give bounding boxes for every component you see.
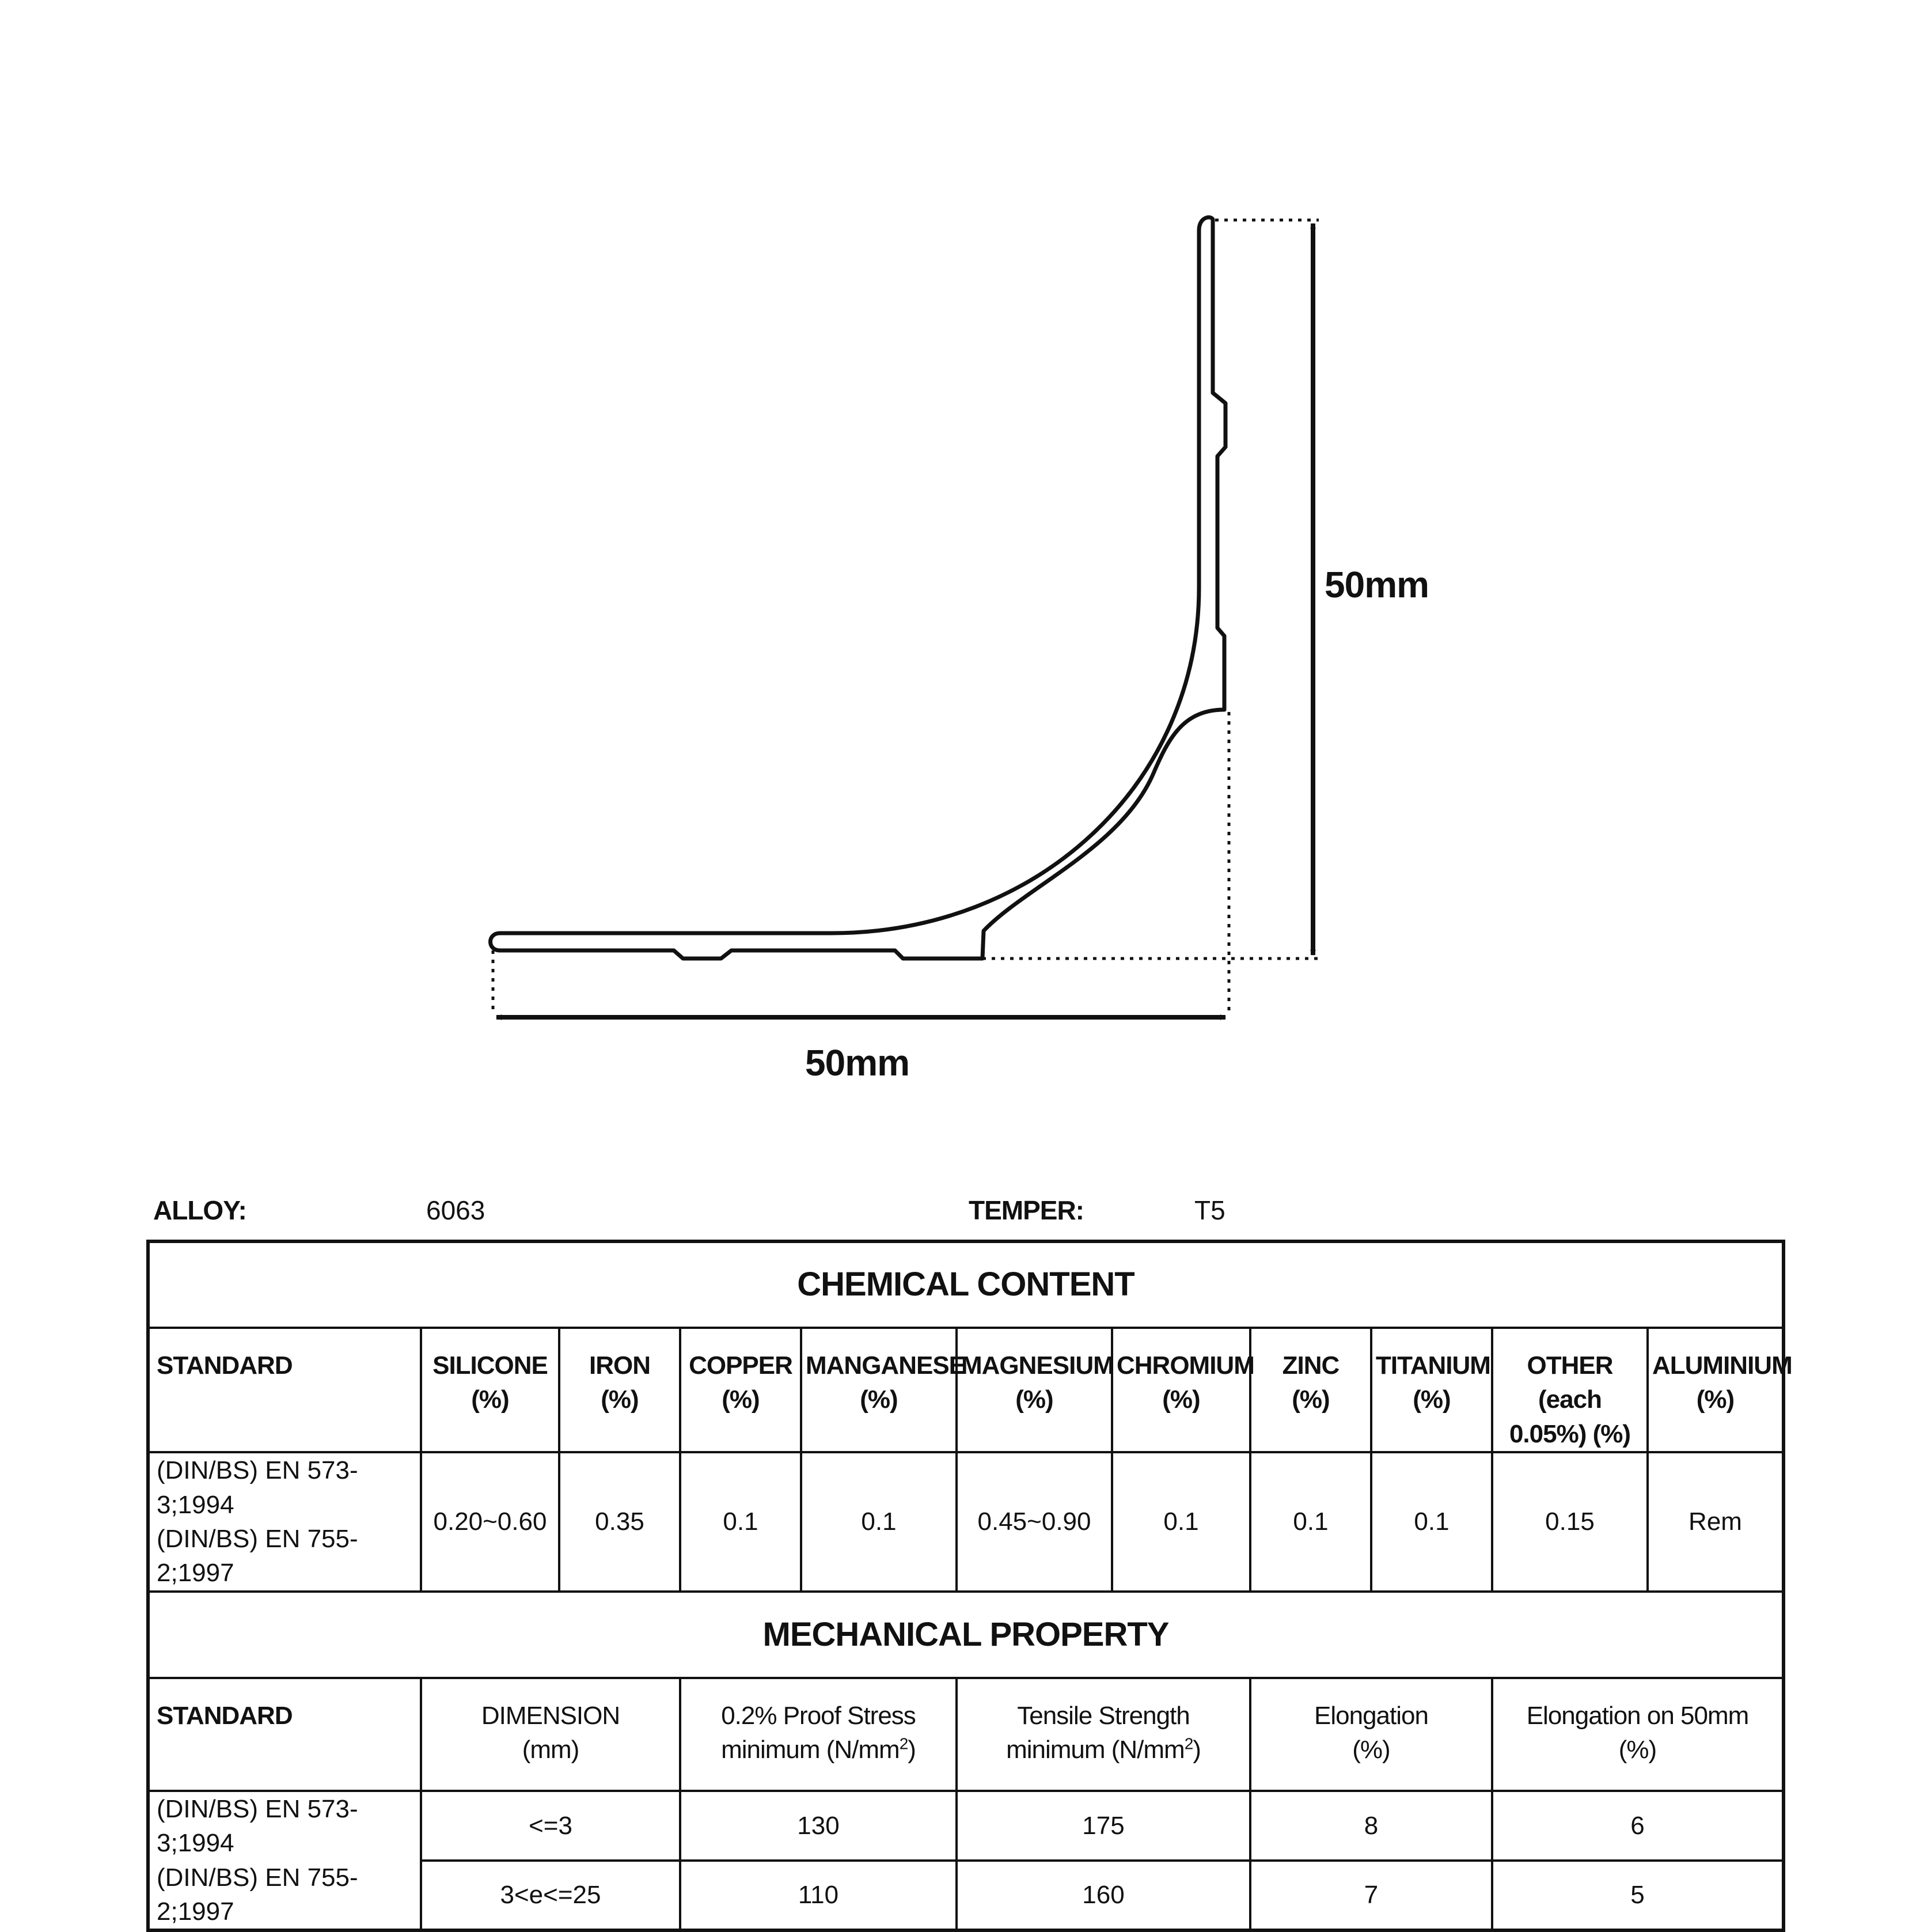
chem-value-chromium: 0.1 <box>1112 1452 1250 1592</box>
chemical-title-row <box>148 1241 1784 1328</box>
chem-header-standard: STANDARD <box>148 1328 421 1452</box>
chem-standard-cell: (DIN/BS) EN 573-3;1994 (DIN/BS) EN 755-2;1997 <box>148 1452 421 1592</box>
mech-header-dimension: DIMENSION (mm) <box>421 1678 680 1791</box>
extension-lines <box>493 220 1319 1014</box>
chem-value-other: 0.15 <box>1492 1452 1648 1592</box>
chem-header-magnesium: MAGNESIUM (%) <box>957 1328 1112 1452</box>
chemical-content-title: CHEMICAL CONTENT <box>148 1241 1784 1328</box>
chem-header-iron: IRON (%) <box>559 1328 680 1452</box>
chem-value-iron: 0.35 <box>559 1452 680 1592</box>
mechanical-title-row <box>148 1592 1784 1678</box>
alloy-label: ALLOY: <box>153 1195 246 1225</box>
chem-value-manganese: 0.1 <box>801 1452 957 1592</box>
mech-elongation-cell: 7 <box>1250 1861 1492 1930</box>
mech-tensile-cell: 175 <box>957 1791 1250 1861</box>
chem-value-zinc: 0.1 <box>1250 1452 1371 1592</box>
mech-elongation-50mm-cell: 5 <box>1492 1861 1784 1930</box>
mech-elongation-cell: 8 <box>1250 1791 1492 1861</box>
chem-value-titanium: 0.1 <box>1371 1452 1492 1592</box>
mechanical-property-title: MECHANICAL PROPERTY <box>148 1592 1784 1678</box>
height-dimension-label: 50mm <box>1325 564 1429 605</box>
chem-header-chromium: CHROMIUM (%) <box>1112 1328 1250 1452</box>
chemical-header-row <box>148 1328 1784 1452</box>
temper-label: TEMPER: <box>969 1195 1084 1225</box>
spec-table <box>146 1240 1792 1932</box>
chem-header-titanium: TITANIUM (%) <box>1371 1328 1492 1452</box>
mech-tensile-cell: 160 <box>957 1861 1250 1930</box>
mech-dimension-cell: 3<e<=25 <box>421 1861 680 1930</box>
chem-header-zinc: ZINC (%) <box>1250 1328 1371 1452</box>
alloy-value: 6063 <box>426 1195 485 1225</box>
width-dimension-label: 50mm <box>805 1042 909 1084</box>
chem-value-magnesium: 0.45~0.90 <box>957 1452 1112 1592</box>
mech-header-standard: STANDARD <box>148 1678 421 1791</box>
chem-header-copper: COPPER (%) <box>680 1328 801 1452</box>
mechanical-row <box>148 1791 1784 1861</box>
chem-header-manganese: MANGANESE (%) <box>801 1328 957 1452</box>
temper-value: T5 <box>1194 1195 1225 1225</box>
mech-proof-stress-cell: 130 <box>680 1791 957 1861</box>
mech-header-proof-stress: 0.2% Proof Stress minimum $(N/mm^2)$ <box>680 1678 957 1791</box>
mech-header-tensile-strength: Tensile Strength minimum $(N/mm^2)$ <box>957 1678 1250 1791</box>
chem-header-silicone: SILICONE (%) <box>421 1328 559 1452</box>
mech-proof-stress-cell: 110 <box>680 1861 957 1930</box>
mech-standard-cell: (DIN/BS) EN 573-3;1994 (DIN/BS) EN 755-2;1997 <box>148 1791 421 1931</box>
mech-elongation-50mm-cell: 6 <box>1492 1791 1784 1861</box>
mech-dimension-cell: <=3 <box>421 1791 680 1861</box>
chem-value-aluminium: Rem <box>1648 1452 1784 1592</box>
mechanical-header-row <box>148 1678 1784 1791</box>
chem-value-silicone: 0.20~0.60 <box>421 1452 559 1592</box>
chem-header-other: OTHER (each 0.05%) (%) <box>1492 1328 1648 1452</box>
chem-value-copper: 0.1 <box>680 1452 801 1592</box>
mech-header-elongation-50mm: Elongation on 50mm (%) <box>1492 1678 1784 1791</box>
mech-header-elongation: Elongation (%) <box>1250 1678 1492 1791</box>
chemical-values-row <box>148 1452 1784 1592</box>
profile-outline <box>491 217 1226 959</box>
chem-header-aluminium: ALUMINIUM (%) <box>1648 1328 1784 1452</box>
